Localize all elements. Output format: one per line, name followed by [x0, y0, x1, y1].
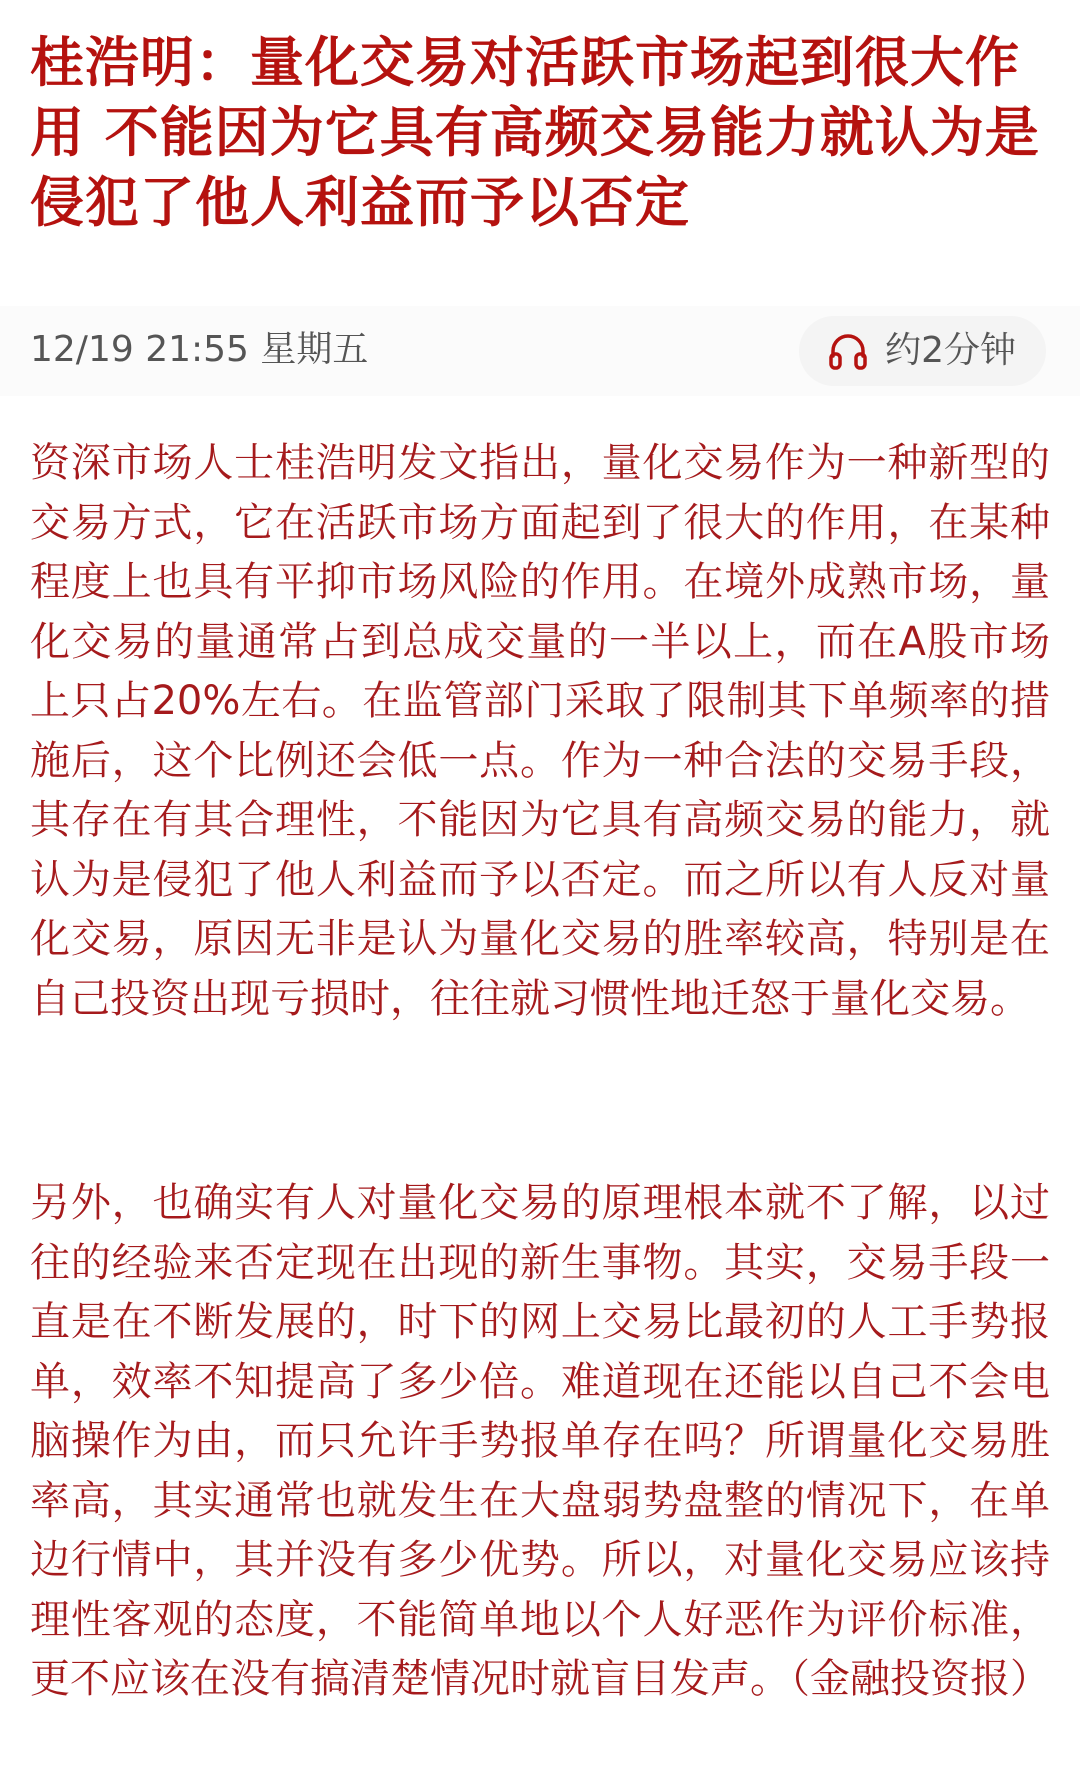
article-title: 桂浩明：量化交易对活跃市场起到很大作用 不能因为它具有高频交易能力就认为是侵犯了他人利益而予以否定	[30, 31, 1040, 234]
publish-datetime: 12/19 21:55 星期五	[30, 329, 369, 370]
headphones-icon	[827, 330, 869, 372]
listen-duration-label: 约2分钟	[885, 330, 1016, 371]
article-paragraph-1: 资深市场人士桂浩明发文指出，量化交易作为一种新型的交易方式，它在活跃市场方面起到了很大的作用，在某种程度上也具有平抑市场风险的作用。在境外成熟市场，量化交易的量通常占到总成交量的一半以上，而在A股市场上只占20%左右。在监管部门采取了限制其下单频率的措施后，这个比例还会低一点。作为一种合法的交易手段，其存在有其合理性，不能因为它具有高频交易的能力，就认为是侵犯了他人利益而予以否定。而之所以有人反对量化交易，原因无非是认为量化交易的胜率较高，特别是在自己投资出现亏损时，往往就习惯性地迁怒于量化交易。	[30, 440, 1050, 1022]
article-paragraph-2: 另外，也确实有人对量化交易的原理根本就不了解，以过往的经验来否定现在出现的新生事物。其实，交易手段一直是在不断发展的，时下的网上交易比最初的人工手势报单，效率不知提高了多少倍。难道现在还能以自己不会电脑操作为由，而只允许手势报单存在吗？所谓量化交易胜率高，其实通常也就发生在大盘弱势盘整的情况下，在单边行情中，其并没有多少优势。所以，对量化交易应该持理性客观的态度，不能简单地以个人好恶作为评价标准，更不应该在没有搞清楚情况时就盲目发声。（金融投资报）	[30, 1180, 1050, 1702]
listen-audio-button[interactable]	[799, 316, 1046, 386]
